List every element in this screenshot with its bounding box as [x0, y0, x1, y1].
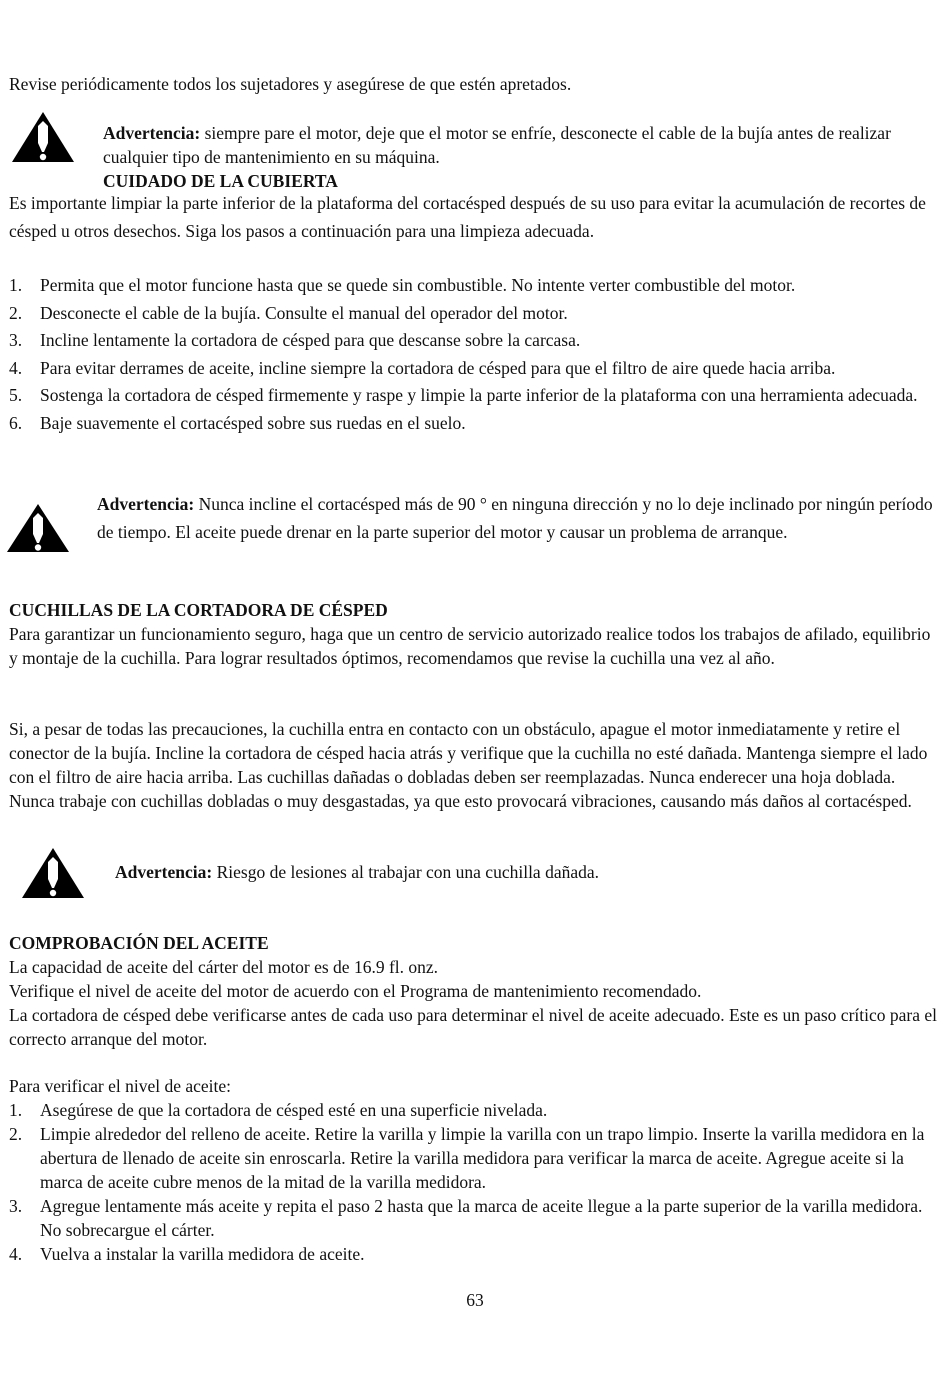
deck-heading: CUIDADO DE LA CUBIERTA [103, 171, 338, 191]
oil-heading: COMPROBACIÓN DEL ACEITE [9, 933, 269, 953]
oil-steps-list [9, 1098, 941, 1266]
warning-triangle-icon [5, 502, 71, 554]
warning-damaged-blade [115, 860, 941, 884]
page-number: 63 [466, 1290, 484, 1310]
blades-heading: CUCHILLAS DE LA CORTADORA DE CÉSPED [9, 600, 388, 620]
list-item: 5. Sostenga la cortadora de césped firmemente y raspe y limpie la parte inferior de la plataforma con una herramienta adecuada. [9, 385, 918, 405]
warning-label: Advertencia: [97, 494, 195, 514]
intro-text: Revise periódicamente todos los sujetadores y asegúrese de que estén apretados. [9, 74, 572, 94]
warning-tilt [97, 491, 941, 546]
list-item: 1. Permita que el motor funcione hasta que se quede sin combustible. No intente verter combustible del motor. [9, 275, 796, 295]
list-item: 4. Vuelva a instalar la varilla medidora de aceite. [9, 1244, 365, 1264]
list-item: 2. Limpie alrededor del relleno de aceite. Retire la varilla y limpie la varilla con un trapo limpio. Inserte la varilla medidora en la abertura de llenado de aceite sin enroscarla. Retire la varilla medidora para verificar la marca de aceite. Agregue aceite si la marca de aceite cubre menos de la mitad de la varilla medidora. [9, 1124, 925, 1192]
warning-text: Riesgo de lesiones al trabajar con una cuchilla dañada. [212, 862, 599, 882]
list-item: 3. Agregue lentamente más aceite y repita el paso 2 hasta que la marca de aceite llegue a la parte superior de la varilla medidora. No sobrecargue el cárter. [9, 1196, 923, 1240]
warning-maintenance [103, 121, 941, 169]
warning-text: Nunca incline el cortacésped más de 90 ° en ninguna dirección y no lo deje inclinado por ningún período de tiempo. El aceite puede drenar en la parte superior del motor y causar un problema de arranque. [97, 494, 933, 542]
deck-paragraph: Es importante limpiar la parte inferior de la plataforma del cortacésped después de su uso para evitar la acumulación de recortes de césped u otros desechos. Siga los pasos a continuación para una limpieza adecuada. [9, 193, 926, 241]
list-item: 3. Incline lentamente la cortadora de césped para que descanse sobre la carcasa. [9, 330, 581, 350]
blades-paragraph-2: Si, a pesar de todas las precauciones, la cuchilla entra en contacto con un obstáculo, apague el motor inmediatamente y retire el conector de la bujía. Incline la cortadora de césped hacia atrás y verifique que la cuchilla no esté dañada. Mantenga siempre el lado con el filtro de aire hacia arriba. Las cuchillas dañadas o dobladas deben ser reemplazadas. Nunca enderecer una hoja doblada. Nunca trabaje con cuchillas dobladas o muy desgastadas, ya que esto provocará vibraciones, causando más daños al cortacésped. [9, 719, 928, 811]
warning-label: Advertencia: [115, 862, 213, 882]
oil-check-note: La cortadora de césped debe verificarse antes de cada uso para determinar el nivel de aceite adecuado. Este es un paso crítico para el correcto arranque del motor. [9, 1005, 937, 1049]
warning-text: siempre pare el motor, deje que el motor se enfríe, desconecte el cable de la bujía antes de realizar cualquier tipo de mantenimiento en su máquina. [103, 123, 891, 167]
list-item: 6. Baje suavemente el cortacésped sobre sus ruedas en el suelo. [9, 412, 466, 433]
oil-capacity: La capacidad de aceite del cárter del motor es de 16.9 fl. onz. [9, 957, 439, 977]
oil-schedule: Verifique el nivel de aceite del motor de acuerdo con el Programa de mantenimiento recomendado. [9, 981, 702, 1001]
list-item: 2. Desconecte el cable de la bujía. Consulte el manual del operador del motor. [9, 302, 568, 323]
warning-triangle-icon [20, 846, 86, 900]
warning-triangle-icon [10, 110, 76, 164]
blades-paragraph-1: Para garantizar un funcionamiento seguro, haga que un centro de servicio autorizado realice todos los trabajos de afilado, equilibrio y montaje de la cuchilla. Para lograr resultados óptimos, recomendamos que revise la cuchilla una vez al año. [9, 624, 931, 668]
warning-label: Advertencia: [103, 123, 201, 143]
list-item: 1. Asegúrese de que la cortadora de césped esté en una superficie nivelada. [9, 1100, 548, 1120]
oil-steps-intro: Para verificar el nivel de aceite: [9, 1076, 232, 1096]
deck-steps-list [9, 272, 941, 437]
list-item: 4. Para evitar derrames de aceite, incline siempre la cortadora de césped para que el filtro de aire quede hacia arriba. [9, 357, 836, 378]
